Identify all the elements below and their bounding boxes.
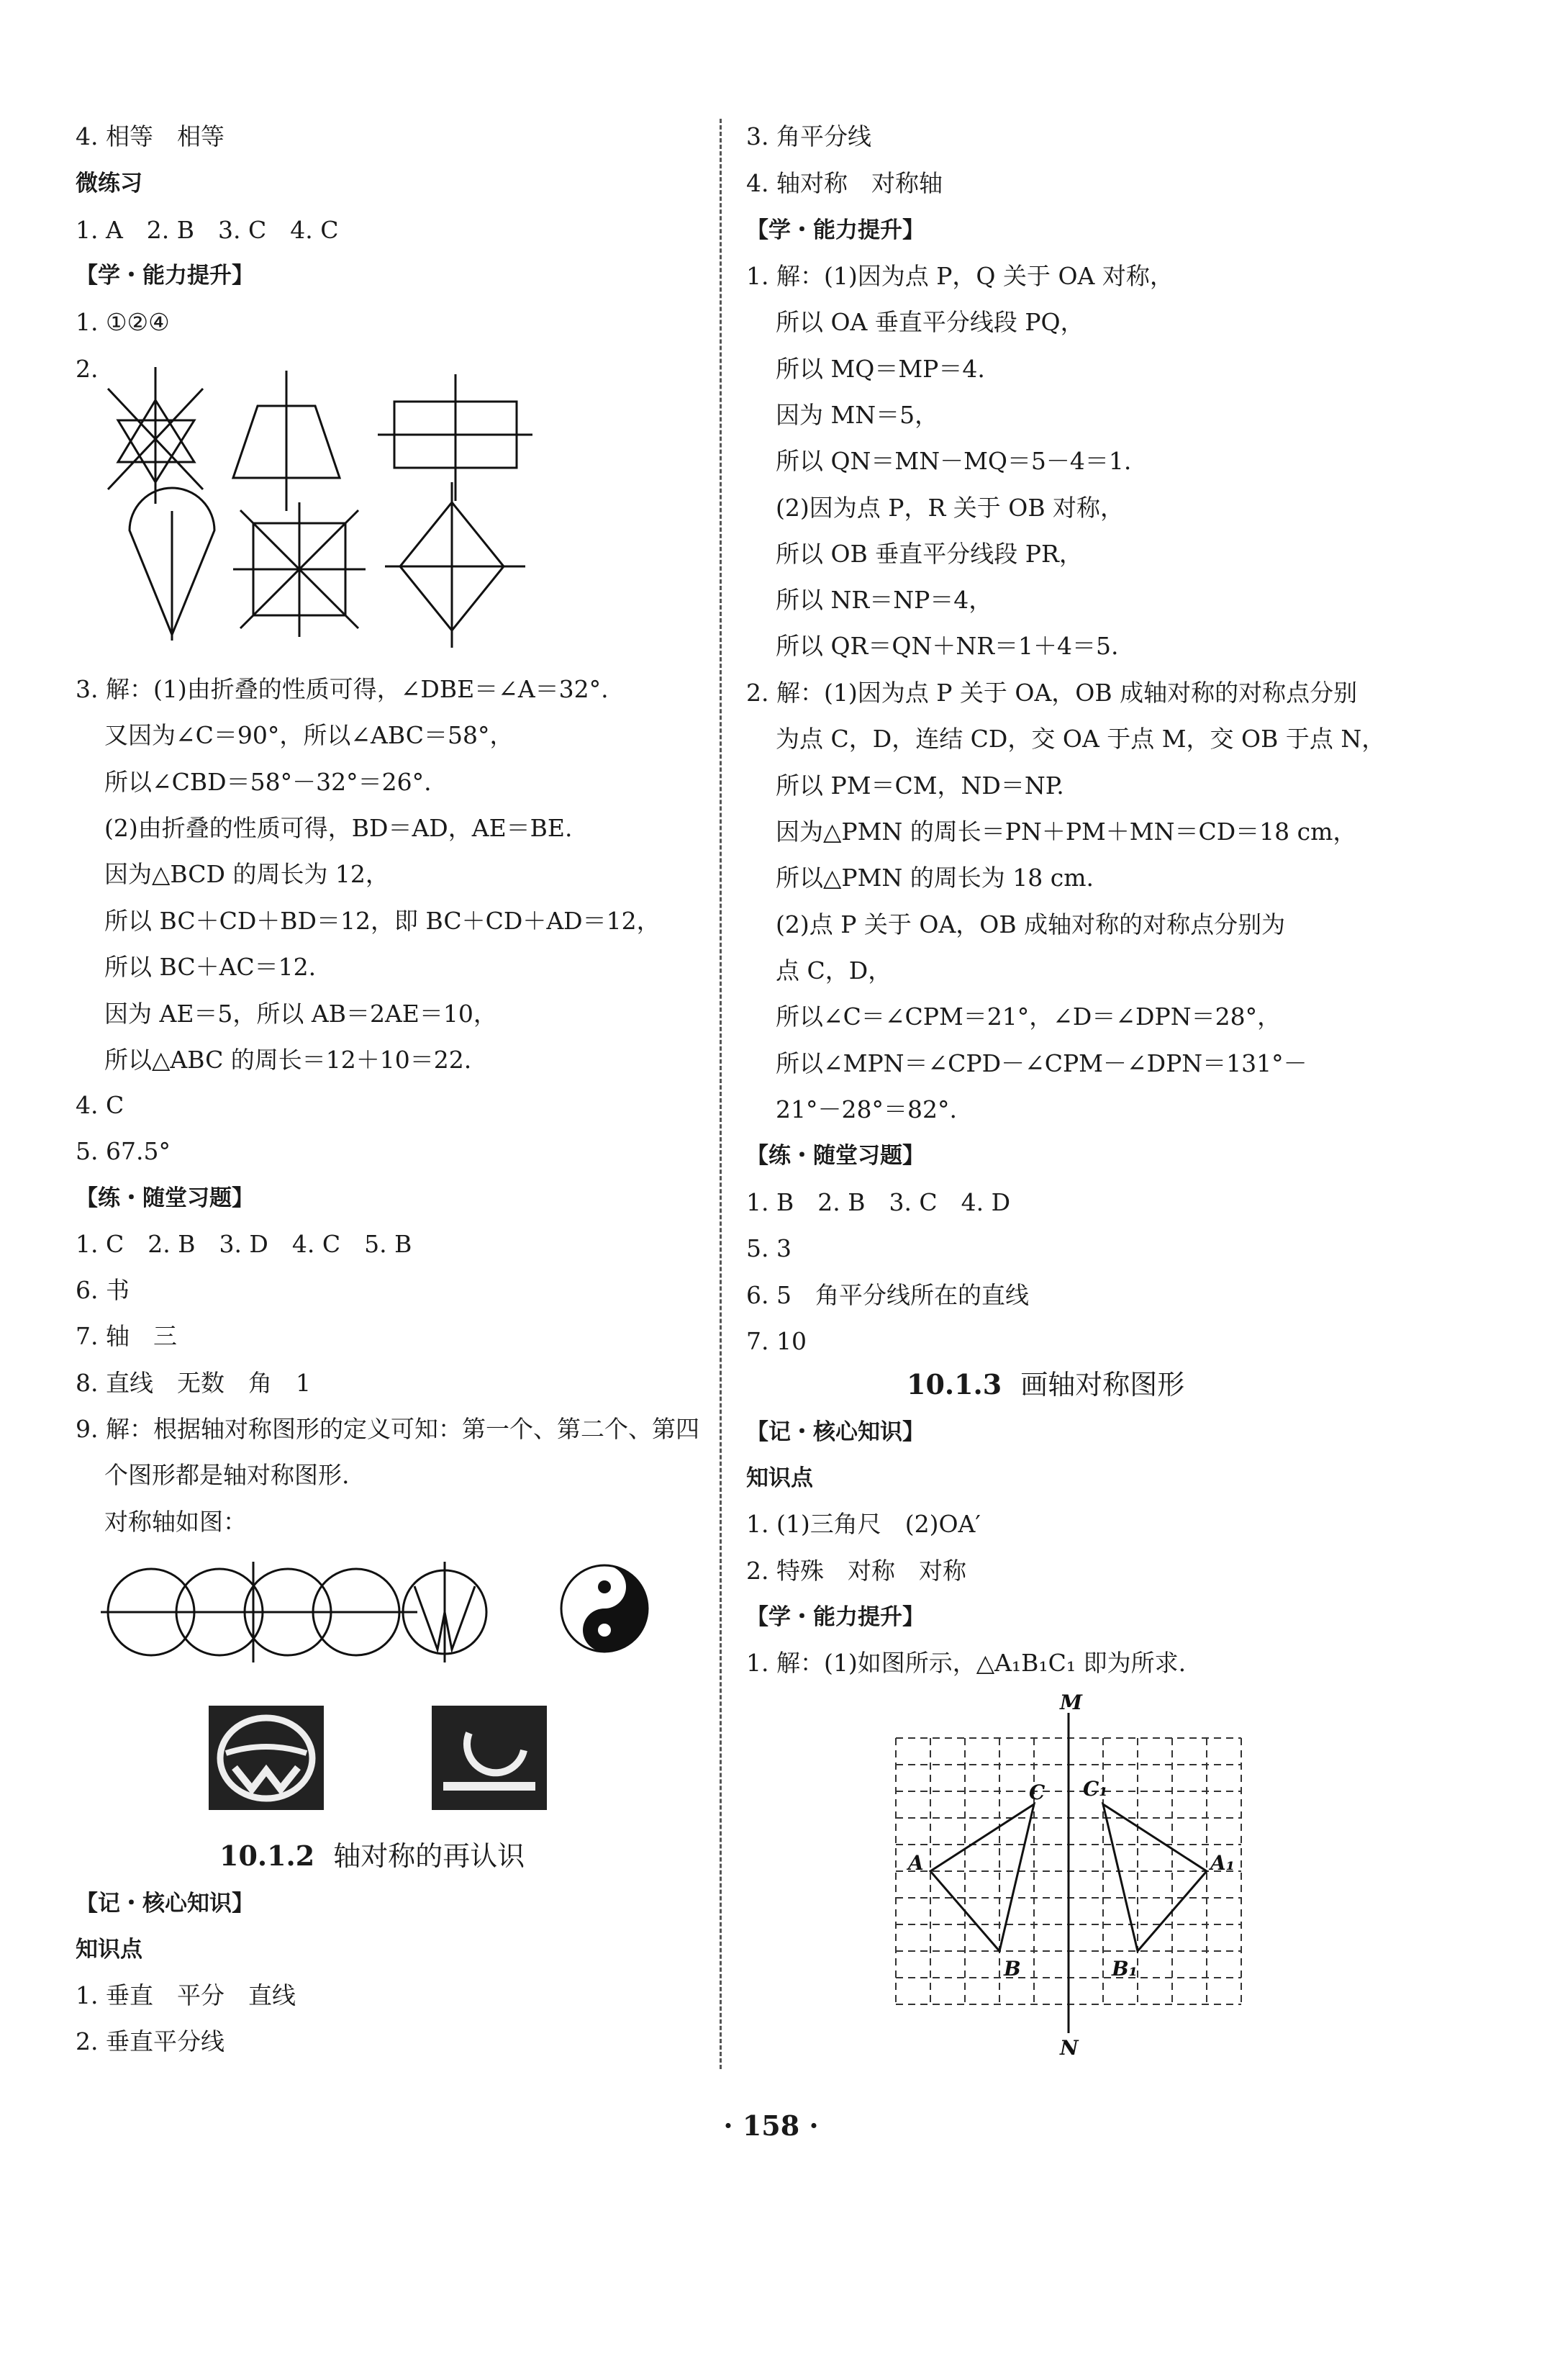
section-number: 10.1.3 — [907, 1368, 1002, 1401]
label-A: A — [908, 1851, 924, 1875]
answer-line: 3. 角平分线 — [746, 122, 871, 150]
answer-line: 所以 PM＝CM，ND＝NP. — [776, 772, 1064, 800]
answer-line: 7. 轴 三 — [76, 1322, 177, 1350]
answer-line: (2)由折叠的性质可得，BD＝AD，AE＝BE. — [104, 814, 573, 842]
section-title: 轴对称的再认识 — [333, 1840, 525, 1872]
answer-line: 所以∠C＝∠CPM＝21°，∠D＝∠DPN＝28°， — [776, 1003, 1282, 1031]
answer-line: 因为 AE＝5，所以 AB＝2AE＝10， — [104, 1000, 497, 1028]
answer-line: 又因为∠C＝90°，所以∠ABC＝58°， — [104, 721, 514, 749]
grid-reflection-figure — [892, 1691, 1266, 2073]
answer-line: 5. 67.5° — [76, 1137, 171, 1165]
section-heading — [907, 1367, 1184, 1402]
answer-line: 所以 OA 垂直平分线段 PQ， — [776, 308, 1084, 336]
answer-line: 2. 特殊 对称 对称 — [746, 1557, 966, 1585]
answer-line: 对称轴如图： — [104, 1508, 247, 1536]
section-tag: 【学・能力提升】 — [76, 263, 254, 289]
answer-line: 2. — [76, 355, 99, 383]
answer-line: 所以 NR＝NP＝4， — [776, 586, 993, 614]
answer-line: 所以△ABC 的周长＝12＋10＝22. — [104, 1046, 472, 1074]
answer-line: 1. 解：(1)如图所示，△A₁B₁C₁ 即为所求. — [746, 1649, 1187, 1677]
answer-line: 所以 QR＝QN＋NR＝1＋4＝5. — [776, 632, 1119, 660]
section-tag: 【练・随堂习题】 — [76, 1185, 254, 1211]
answer-line: 1. C 2. B 3. D 4. C 5. B — [76, 1230, 412, 1258]
answer-line: 因为△BCD 的周长为 12， — [104, 860, 389, 888]
label-M: M — [1060, 1691, 1082, 1714]
subheading: 微练习 — [76, 171, 142, 196]
answer-line: 9. 解：根据轴对称图形的定义可知：第一个、第二个、第四 — [76, 1415, 699, 1443]
answer-line: 6. 5 角平分线所在的直线 — [746, 1281, 1029, 1309]
answer-line: 所以△PMN 的周长为 18 cm. — [776, 864, 1094, 892]
subheading: 知识点 — [76, 1937, 142, 1963]
answer-line: 所以 MQ＝MP＝4. — [776, 355, 985, 383]
answer-line: 所以 BC＋AC＝12. — [104, 953, 317, 981]
answer-line: 因为△PMN 的周长＝PN＋PM＋MN＝CD＝18 cm， — [776, 818, 1357, 846]
answer-line: (2)因为点 P，R 关于 OB 对称， — [776, 494, 1125, 522]
answer-line: 因为 MN＝5， — [776, 401, 939, 429]
answer-line: 7. 10 — [746, 1327, 807, 1355]
page-number: · 158 · — [723, 2109, 819, 2142]
answer-line: 所以 QN＝MN－MQ＝5－4＝1. — [776, 447, 1132, 475]
answer-line: 2. 垂直平分线 — [76, 2027, 225, 2055]
answer-line: 1. 垂直 平分 直线 — [76, 1981, 296, 2009]
label-N: N — [1060, 2036, 1079, 2060]
label-B1: B₁ — [1112, 1957, 1138, 1981]
subheading: 知识点 — [746, 1465, 813, 1491]
answer-line: 为点 C，D，连结 CD，交 OA 于点 M，交 OB 于点 N， — [776, 725, 1386, 753]
section-tag: 【练・随堂习题】 — [746, 1143, 925, 1169]
answer-line: 8. 直线 无数 角 1 — [76, 1369, 311, 1397]
section-heading — [219, 1839, 525, 1873]
answer-line: 所以∠MPN＝∠CPD－∠CPM－∠DPN＝131°－ — [776, 1049, 1307, 1077]
symmetry-logos-figure — [101, 1555, 662, 1828]
answer-line: 1. (1)三角尺 (2)OA′ — [746, 1510, 981, 1538]
answer-line: 6. 书 — [76, 1276, 130, 1304]
answer-line: 2. 解：(1)因为点 P 关于 OA，OB 成轴对称的对称点分别 — [746, 679, 1358, 707]
answer-line: 所以∠CBD＝58°－32°＝26°. — [104, 768, 432, 796]
answer-line: 1. A 2. B 3. C 4. C — [76, 216, 339, 244]
column-divider — [720, 119, 722, 2069]
answer-line: 3. 解：(1)由折叠的性质可得，∠DBE＝∠A＝32°. — [76, 675, 609, 703]
answer-line: 4. 相等 相等 — [76, 122, 225, 150]
label-A1: A₁ — [1210, 1851, 1235, 1875]
answer-line: 5. 3 — [746, 1234, 792, 1262]
answer-line: 所以 OB 垂直平分线段 PR， — [776, 540, 1083, 568]
answer-line: 1. B 2. B 3. C 4. D — [746, 1188, 1011, 1216]
answer-line: 4. 轴对称 对称轴 — [746, 169, 943, 197]
answer-line: 21°－28°＝82°. — [776, 1095, 957, 1123]
answer-line: 所以 BC＋CD＋BD＝12，即 BC＋CD＋AD＝12， — [104, 907, 661, 935]
answer-line: (2)点 P 关于 OA，OB 成轴对称的对称点分别为 — [776, 910, 1286, 938]
section-tag: 【记・核心知识】 — [76, 1891, 254, 1917]
section-title: 画轴对称图形 — [1020, 1369, 1185, 1401]
answer-line: 点 C，D， — [776, 956, 892, 985]
section-tag: 【学・能力提升】 — [746, 217, 925, 243]
section-number: 10.1.2 — [219, 1840, 315, 1872]
answer-line: 1. 解：(1)因为点 P，Q 关于 OA 对称， — [746, 262, 1174, 290]
answer-line: 个图形都是轴对称图形. — [104, 1461, 350, 1489]
label-B: B — [1004, 1957, 1021, 1981]
answer-line: 1. ①②④ — [76, 308, 170, 336]
section-tag: 【记・核心知识】 — [746, 1419, 925, 1445]
symmetry-axes-figure — [101, 360, 561, 648]
answer-line: 4. C — [76, 1091, 124, 1119]
label-C: C — [1029, 1781, 1046, 1804]
section-tag: 【学・能力提升】 — [746, 1604, 925, 1630]
label-C1: C₁ — [1083, 1777, 1108, 1801]
